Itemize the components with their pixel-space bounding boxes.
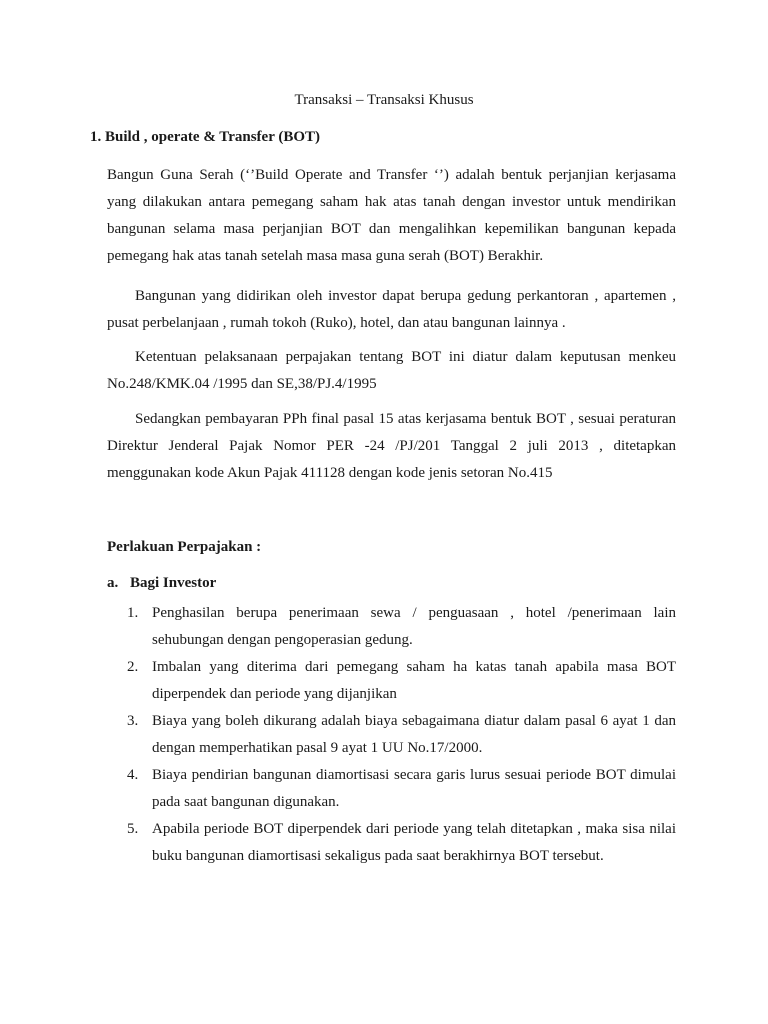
paragraph-regulation: Ketentuan pelaksanaan perpajakan tentang BOT ini diatur dalam keputusan menkeu No.248/KMK.04 /1995 dan SE,38/PJ.4/1995 (107, 349, 676, 392)
list-item-number: 5. (127, 821, 139, 837)
list-item-number: 3. (127, 713, 139, 729)
list-item-number: 4. (127, 767, 139, 783)
list-item-number: 2. (127, 659, 139, 675)
item-marker: a. (107, 575, 119, 591)
document-title: Transaksi – Transaksi Khusus (294, 92, 474, 108)
list-item-number: 1. (127, 605, 139, 621)
list-item-text: Biaya yang boleh dikurang adalah biaya sebagaimana diatur dalam pasal 6 ayat 1 dan dengan memperhatikan pasal 9 ayat 1 UU No.17/2000. (152, 713, 676, 756)
list-item (127, 654, 676, 708)
section-heading: 1. Build , operate & Transfer (BOT) (90, 129, 320, 145)
paragraph-definition: Bangun Guna Serah (‘’Build Operate and Transfer ‘’) adalah bentuk perjanjian kerjasama yang dilakukan antara pemegang saham hak atas tanah dengan investor untuk mendirikan bangunan selama masa perjanjian BOT dan mengalihkan kepemilikan bangunan kepada pemegang hak atas tanah setelah masa masa guna serah (BOT) Berakhir. (107, 167, 676, 264)
sub-heading-tax-treatment: Perlakuan Perpajakan : (107, 539, 262, 555)
list-item (127, 816, 676, 870)
list-item (127, 708, 676, 762)
list-item (127, 762, 676, 816)
item-heading-investor (107, 575, 216, 592)
list-item-text: Imbalan yang diterima dari pemegang saham ha katas tanah apabila masa BOT diperpendek dan periode yang dijanjikan (152, 659, 676, 702)
paragraph-building-types: Bangunan yang didirikan oleh investor dapat berupa gedung perkantoran , apartemen , pusat perbelanjaan , rumah tokoh (Ruko), hotel, dan atau bangunan lainnya . (107, 288, 676, 331)
list-item-text: Penghasilan berupa penerimaan sewa / penguasaan , hotel /penerimaan lain sehubungan dengan pengoperasian gedung. (152, 605, 676, 648)
list-item (127, 600, 676, 654)
item-label: Bagi Investor (130, 575, 217, 591)
investor-list (127, 600, 676, 870)
paragraph-payment: Sedangkan pembayaran PPh final pasal 15 atas kerjasama bentuk BOT , sesuai peraturan Direktur Jenderal Pajak Nomor PER -24 /PJ/201 Tanggal 2 juli 2013 , ditetapkan menggunakan kode Akun Pajak 411128 dengan kode jenis setoran No.415 (107, 411, 676, 481)
list-item-text: Biaya pendirian bangunan diamortisasi secara garis lurus sesuai periode BOT dimulai pada saat bangunan digunakan. (152, 767, 676, 810)
list-item-text: Apabila periode BOT diperpendek dari periode yang telah ditetapkan , maka sisa nilai buku bangunan diamortisasi sekaligus pada saat berakhirnya BOT tersebut. (152, 821, 676, 864)
